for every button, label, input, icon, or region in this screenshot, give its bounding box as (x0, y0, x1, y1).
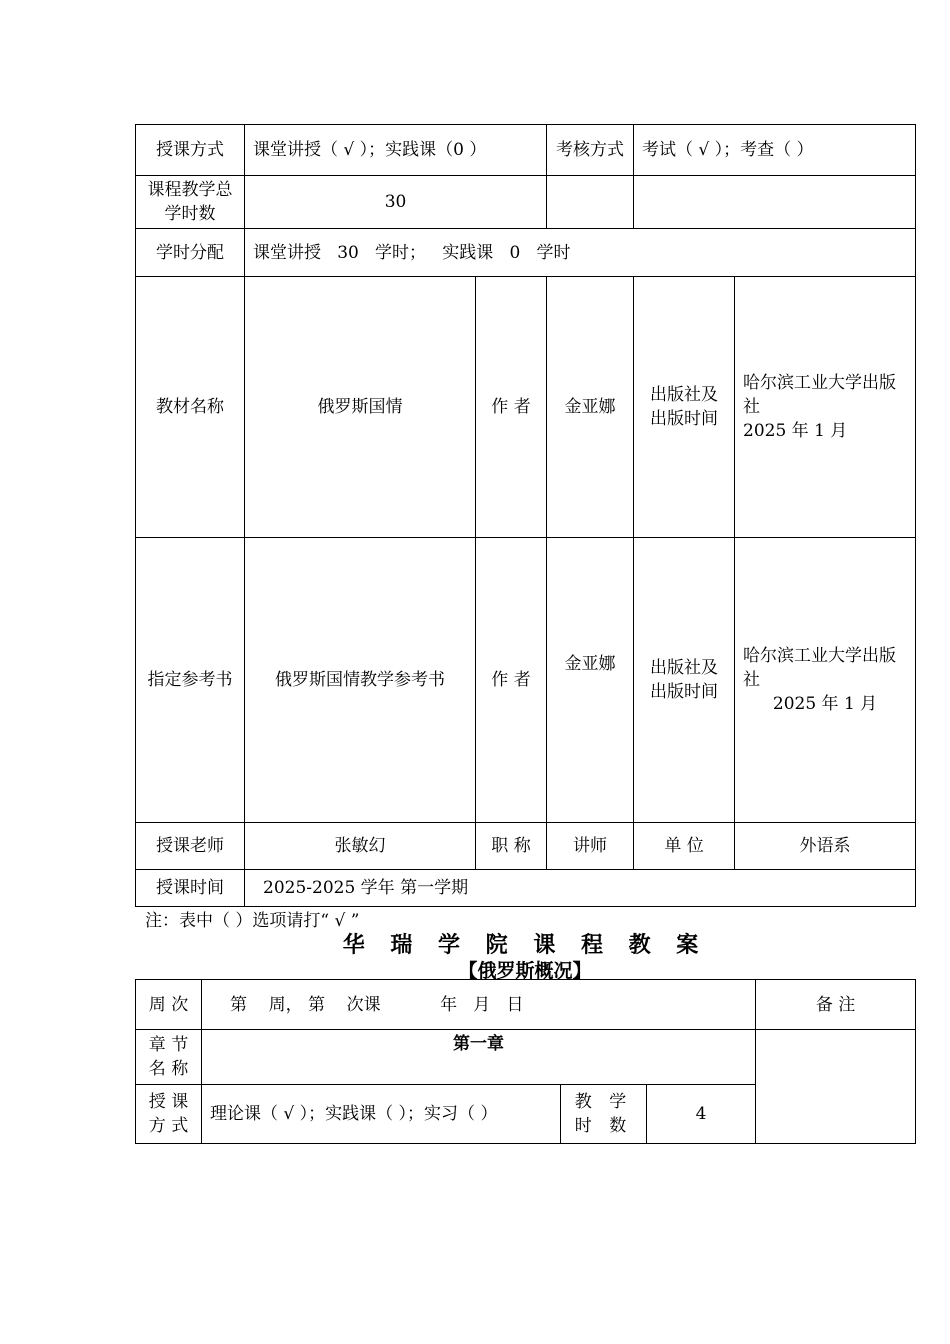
reference-publisher-value: 哈尔滨工业大学出版社 (743, 646, 897, 690)
reference-value: 俄罗斯国情教学参考书 (245, 538, 476, 823)
reference-date: 2025 年 1 月 (772, 694, 878, 714)
reference-publisher-label: 出版社及出版时间 (634, 538, 735, 823)
hours-distribution-label: 学时分配 (136, 229, 245, 277)
reference-author-label: 作 者 (476, 538, 547, 823)
textbook-publisher-value: 哈尔滨工业大学出版社 (743, 373, 897, 417)
empty-cell (547, 176, 634, 229)
term-value: 2025-2025 学年 第一学期 (245, 870, 916, 907)
hours-label: 教 学 时 数 (561, 1085, 647, 1144)
week-value: 第 周， 第 次课 年 月 日 (202, 980, 756, 1030)
reference-author-value: 金亚娜 (547, 538, 634, 823)
teaching-method-label: 授课方式 (136, 125, 245, 176)
empty-cell (634, 176, 916, 229)
title-label: 职 称 (476, 823, 547, 870)
method-value: 理论课（ √ ）；实践课（ ）；实习（ ） (202, 1085, 561, 1144)
unit-label: 单 位 (634, 823, 735, 870)
textbook-author-value: 金亚娜 (547, 277, 634, 538)
lesson-plan-table (135, 979, 916, 1144)
chapter-label: 章 节 名 称 (136, 1030, 202, 1085)
textbook-publisher-label: 出版社及出版时间 (634, 277, 735, 538)
assessment-value: 考试（ √ ）；考查（ ） (634, 125, 916, 176)
remarks-label: 备 注 (756, 980, 916, 1030)
reference-publisher-cell (735, 538, 916, 823)
hours-value: 4 (647, 1085, 756, 1144)
teacher-value: 张敏幻 (245, 823, 476, 870)
total-hours-label: 课程教学总学时数 (136, 176, 245, 229)
teacher-label: 授课老师 (136, 823, 245, 870)
reference-label: 指定参考书 (136, 538, 245, 823)
unit-value: 外语系 (735, 823, 916, 870)
textbook-label: 教材名称 (136, 277, 245, 538)
course-info-table (135, 124, 916, 907)
textbook-author-label: 作 者 (476, 277, 547, 538)
total-hours-value: 30 (245, 176, 547, 229)
week-label: 周 次 (136, 980, 202, 1030)
method-label: 授 课 方 式 (136, 1085, 202, 1144)
term-label: 授课时间 (136, 870, 245, 907)
textbook-value: 俄罗斯国情 (245, 277, 476, 538)
footnote: 注：表中（ ）选项请打“ √ ” (145, 911, 360, 931)
remarks-cell (756, 1030, 916, 1144)
textbook-date: 2025 年 1 月 (743, 421, 848, 441)
plan-subtitle: 【俄罗斯概况】 (458, 960, 592, 982)
teaching-method-value: 课堂讲授（ √ ）；实践课（0 ） (245, 125, 547, 176)
hours-distribution-value: 课堂讲授 30 学时； 实践课 0 学时 (245, 229, 916, 277)
plan-title: 华 瑞 学 院 课 程 教 案 (342, 932, 708, 958)
chapter-value: 第一章 (202, 1030, 756, 1085)
title-value: 讲师 (547, 823, 634, 870)
textbook-publisher-cell (735, 277, 916, 538)
assessment-label: 考核方式 (547, 125, 634, 176)
